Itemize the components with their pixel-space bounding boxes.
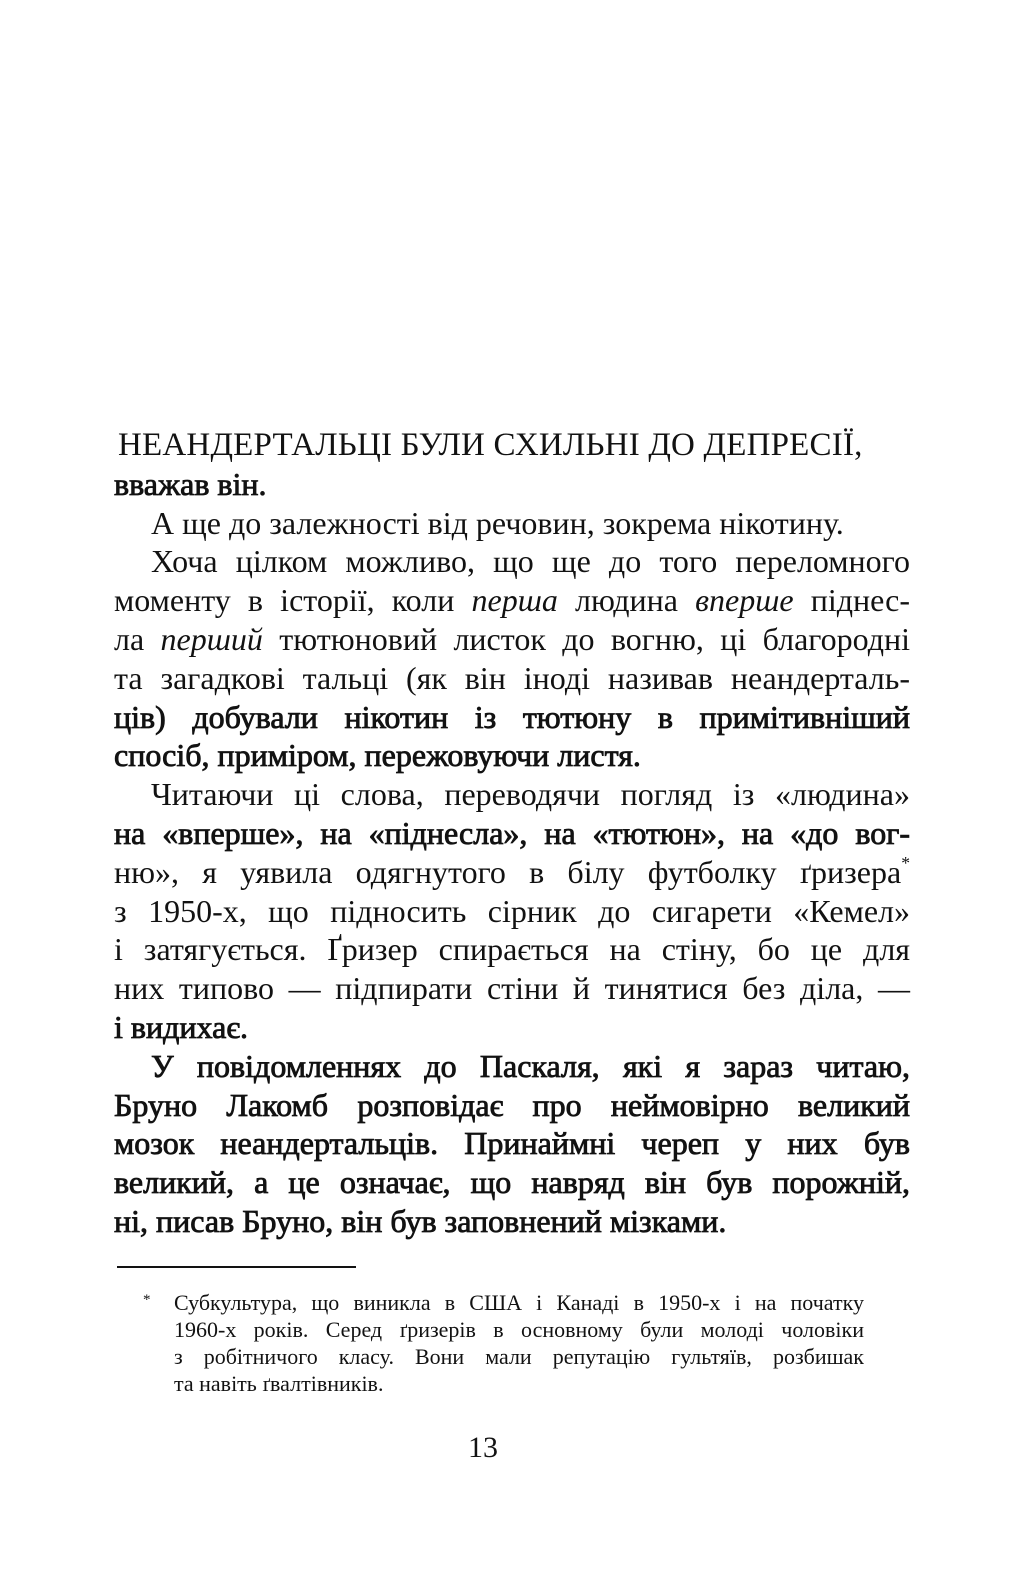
text-line <box>114 1086 910 1125</box>
footnote-line: та навіть ґвалтівників. <box>174 1371 384 1396</box>
text-segment: У повідомленнях до Паскаля, які я зараз читаю, <box>151 1047 910 1084</box>
text-segment: і затягується. Ґризер спирається на стіну, бо це для <box>114 931 910 968</box>
footnote-line: Субкультура, що виникла в США і Канаді в 1950-х і на початку <box>174 1290 864 1315</box>
italic-word: вперше <box>695 582 794 619</box>
text-line <box>114 1163 910 1202</box>
text-segment: них типово — підпирати стіни й тинятися без діла, — <box>114 970 910 1007</box>
text-segment: тютюновий листок до вогню, ці благородні <box>262 620 910 657</box>
text-segment: ців) добували нікотин із тютюну в примітивніший <box>114 698 910 735</box>
text-segment: НЕАНДЕРТАЛЬЦІ БУЛИ СХИЛЬНІ ДО ДЕПРЕСІЇ, <box>118 427 863 463</box>
text-segment: Хоча цілком можливо, що ще до того переломного <box>151 543 910 580</box>
text-segment: А ще до залежності від речовин, зокрема нікотину. <box>151 504 844 541</box>
text-segment: великий, а це означає, що навряд він був порожній, <box>114 1164 910 1201</box>
text-line <box>114 542 910 581</box>
text-segment: Бруно Лакомб розповідає про неймовірно великий <box>114 1086 910 1123</box>
text-line <box>114 736 910 775</box>
footnote-text <box>174 1289 864 1397</box>
footnote-asterisk-marker: * <box>143 1292 151 1308</box>
text-segment: ню», я уявила одягнутого в білу футболку ґризера <box>114 853 902 890</box>
text-segment: на «вперше», на «піднесла», на «тютюн», на «до вог- <box>114 814 910 851</box>
text-line <box>114 892 910 931</box>
text-line <box>114 1202 910 1241</box>
page-number: 13 <box>468 1431 498 1464</box>
italic-word: перший <box>160 620 263 657</box>
text-line <box>114 775 910 814</box>
text-line <box>114 1008 910 1047</box>
text-line <box>114 1124 910 1163</box>
text-line <box>114 504 910 543</box>
text-segment: піднес- <box>793 582 911 619</box>
text-line <box>114 969 910 1008</box>
text-segment: людина <box>557 582 696 619</box>
text-line <box>114 930 910 969</box>
text-segment: моменту в історії, коли <box>114 582 472 619</box>
footnote-reference-asterisk: * <box>901 852 910 873</box>
text-segment: спосіб, приміром, пережовуючи листя. <box>114 737 641 774</box>
footnote-divider <box>117 1266 356 1268</box>
footnote-line: 1960-х років. Серед ґризерів в основному були молоді чоловіки <box>174 1317 864 1342</box>
text-line <box>114 581 910 620</box>
text-segment: вважав він. <box>114 465 267 502</box>
text-segment: ла <box>114 620 161 657</box>
text-line <box>114 1047 910 1086</box>
italic-word: перша <box>471 582 558 619</box>
text-line <box>114 814 910 853</box>
footnote <box>143 1289 864 1397</box>
text-line <box>114 620 910 659</box>
text-segment: з 1950-х, що підносить сірник до сигарети «Кемел» <box>114 892 910 929</box>
footnote-line: з робітничого класу. Вони мали репутацію гультяїв, розбишак <box>174 1344 864 1369</box>
text-segment: мозок неандертальців. Принаймні череп у них був <box>114 1125 910 1162</box>
body-text <box>114 426 910 1241</box>
text-segment: ні, писав Бруно, він був заповнений мізками. <box>114 1202 727 1239</box>
text-line <box>114 659 910 698</box>
text-line <box>114 465 910 504</box>
text-segment: Читаючи ці слова, переводячи погляд із «людина» <box>151 776 910 813</box>
text-line <box>114 853 910 892</box>
text-segment: і видихає. <box>114 1008 249 1045</box>
text-segment: та загадкові тальці (як він іноді називав неандерталь- <box>114 659 910 696</box>
chapter-opening-line <box>114 426 910 465</box>
text-line <box>114 698 910 737</box>
